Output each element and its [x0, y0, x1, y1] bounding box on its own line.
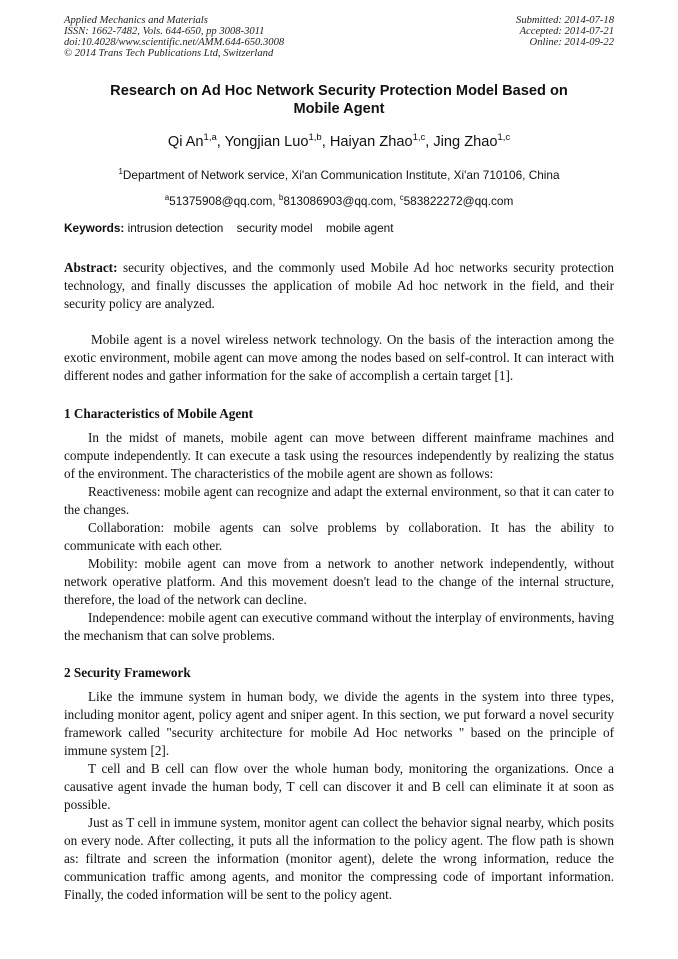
abstract-paragraph	[64, 259, 614, 313]
section-1-heading: 1 Characteristics of Mobile Agent	[64, 406, 253, 421]
author-name: Haiyan Zhao	[329, 134, 413, 150]
affiliation-mark: 1	[118, 167, 123, 176]
author-name: Qi An	[167, 134, 204, 150]
author-affil-mark: 1,a	[203, 132, 217, 143]
keyword: intrusion detection	[127, 221, 224, 235]
keywords	[64, 220, 404, 236]
journal-header-left	[64, 15, 284, 59]
accepted-date: Accepted: 2014-07-21	[519, 26, 614, 37]
intro-paragraph: Mobile agent is a novel wireless network technology. On the basis of the interaction among the exotic environment, mobile agent can move among the nodes based on self-control. It can interact with different nodes and gather information for the sake of accomplish a certain target [1].	[64, 332, 614, 383]
section-2-paragraph: Like the immune system in human body, we divide the agents in the system into three types, including monitor agent, policy agent and sniper agent. In this section, we put forward a novel security framework called "security architecture for mobile Ad Hoc networks " based on the principle of immune system [2].	[64, 689, 614, 758]
section-1-paragraph: In the midst of manets, mobile agent can move between different mainframe machines and compute independently. It can execute a task using the resources independently by realizing the status of the environment. The characteristics of the mobile agent are shown as follows:	[64, 430, 614, 481]
keyword: mobile agent	[325, 221, 394, 235]
section-1-paragraph: Collaboration: mobile agents can solve problems by collaboration. It has the ability to communicate with each other.	[64, 520, 614, 553]
journal-copyright: © 2014 Trans Tech Publications Ltd, Switzerland	[64, 48, 274, 59]
online-date: Online: 2014-09-22	[529, 37, 614, 48]
email-address: 51375908@qq.com	[169, 194, 273, 208]
keywords-label: Keywords:	[64, 221, 125, 235]
email-address: 583822272@qq.com	[403, 194, 514, 208]
email-mark: c	[399, 193, 404, 202]
section-1	[64, 405, 614, 645]
section-2-paragraph: T cell and B cell can flow over the whole human body, monitoring the organizations. Once a causative agent invade the human body, T cell can discover it and B cell can eliminate it at soon as possible.	[64, 761, 614, 812]
affiliation-text: Department of Network service, Xi'an Communication Institute, Xi'an 710106, China	[122, 168, 560, 182]
paper-title	[64, 82, 614, 118]
affiliation	[64, 167, 614, 183]
section-1-paragraph: Independence: mobile agent can executive command without the interplay of environments, having the mechanism that can solve problems.	[64, 610, 614, 643]
author-affil-mark: 1,b	[308, 132, 322, 143]
journal-name: Applied Mechanics and Materials	[64, 15, 208, 26]
journal-header-right	[516, 15, 614, 48]
section-2-paragraph: Just as T cell in immune system, monitor agent can collect the behavior signal nearby, which posits on every node. After collecting, it puts all the information to the policy agent. The flow path is shown as: filtrate and screen the information (monitor agent), delete the wrong information, reduce the communication traffic among agents, and monitor the compressing code of important information. Finally, the coded information will be sent to the policy agent.	[64, 815, 614, 902]
journal-doi: doi:10.4028/www.scientific.net/AMM.644-650.3008	[64, 37, 285, 48]
email-list: $^a$51375908@qq.com, $^b$813086903@qq.com, $^c$583822272@qq.com	[164, 193, 514, 208]
email-address: 813086903@qq.com	[283, 194, 394, 208]
email-mark: a	[164, 193, 170, 202]
author-list: Qi An$^{1,a}$, Yongjian Luo$^{1,b}$, Haiyan Zhao$^{1,c}$, Jing Zhao$^{1,c}$	[167, 132, 511, 150]
author-name: Jing Zhao	[433, 134, 498, 150]
author-affil-mark: 1,c	[497, 132, 511, 143]
abstract	[64, 259, 614, 313]
abstract-text: security objectives, and the commonly used Mobile Ad hoc networks security protection technology, and finally discusses the application of mobile Ad hoc network in the field, and their security policy are analyzed.	[64, 260, 615, 311]
paper-title-line-1: Research on Ad Hoc Network Security Protection Model Based on	[110, 83, 568, 99]
email-mark: b	[278, 193, 284, 202]
abstract-label: Abstract:	[64, 260, 118, 275]
paper-title-line-2: Mobile Agent	[293, 101, 385, 117]
author-name: Yongjian Luo	[224, 134, 309, 150]
submitted-date: Submitted: 2014-07-18	[516, 15, 614, 26]
introduction	[64, 331, 614, 385]
keyword: security model	[236, 221, 313, 235]
author-affil-mark: 1,c	[412, 132, 426, 143]
section-2	[64, 664, 614, 904]
section-2-heading: 2 Security Framework	[64, 665, 191, 680]
section-1-paragraph: Mobility: mobile agent can move from a network to another network independently, without network operative platform. And this movement doesn't lead to the change of the internal structure, therefore, the load of the network can decline.	[64, 556, 614, 607]
section-1-paragraph: Reactiveness: mobile agent can recognize and adapt the external environment, so that it can cater to the changes.	[64, 484, 614, 517]
journal-issn: ISSN: 1662-7482, Vols. 644-650, pp 3008-3011	[64, 26, 265, 37]
